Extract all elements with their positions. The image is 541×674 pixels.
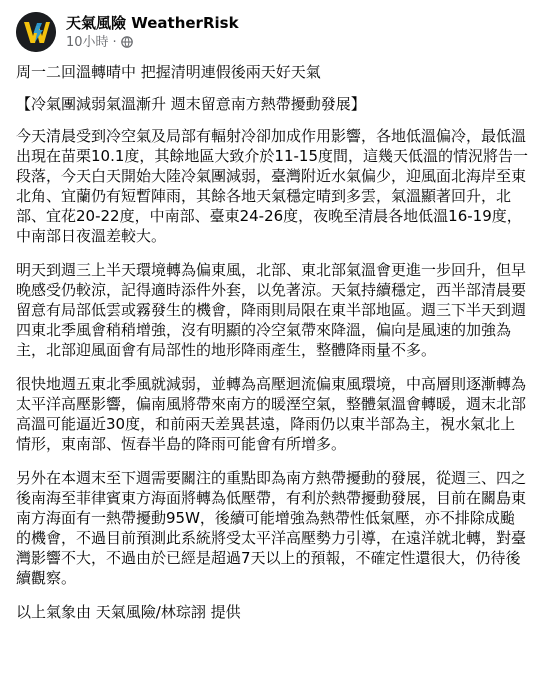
post-meta <box>66 14 239 51</box>
post-headline: 周一二回溫轉晴中 把握清明連假後兩天好天氣 <box>16 63 321 81</box>
weatherrisk-logo-icon <box>16 12 56 52</box>
post-paragraph-3: 很快地週五東北季風就減弱，並轉為高壓迴流偏東風環境，中高層則逐漸轉為太平洋高壓影響，偏南風將帶來南方的暖溼空氣，整體氣溫會轉暖，週末北部高溫可能逼近30度，和前兩天差異甚遠，降雨仍以東半部為主，視水氣北上情形，東南部、恆春半島的降雨可能會有所增多。 <box>16 375 527 453</box>
post-time[interactable]: 10小時 <box>66 34 109 50</box>
post-paragraph-1: 今天清晨受到冷空氣及局部有輻射冷卻加成作用影響，各地低溫偏冷，最低溫出現在苗栗10.1度，其餘地區大致介於11-15度間，這幾天低溫的情況將告一段落，今天白天開始大陸冷氣團減弱，臺灣附近水氣偏少，迎風面北海岸至東北角、宜蘭仍有短暫陣雨，其餘各地天氣穩定晴到多雲，氣溫顯著回升，北部、宜花20-22度，中南部、臺東24-26度，夜晚至清晨各地低溫16-19度，中南部日夜溫差較大。 <box>16 127 528 245</box>
post-title: 【冷氣團減弱氣溫漸升 週末留意南方熱帶擾動發展】 <box>16 95 366 113</box>
separator-dot: · <box>112 34 117 50</box>
globe-icon[interactable] <box>121 36 133 48</box>
page-name-link[interactable]: 天氣風險 WeatherRisk <box>66 13 239 32</box>
post-paragraph-4: 另外在本週末至下週需要關注的重點即為南方熱帶擾動的發展，從週三、四之後南海至菲律賓東方海面將轉為低壓帶，有利於熱帶擾動發展，目前在關島東南方海面有一熱帶擾動95W，後續可能增強為熱帶性低氣壓，亦不排除成颱的機會，不過目前預測此系統將受太平洋高壓勢力引導，在遠洋就北轉，對臺灣影響不大，不過由於已經是超過7天以上的預報，不確定性還很大，仍待後續觀察。 <box>16 469 527 587</box>
post-body <box>16 62 528 622</box>
post-paragraph-2: 明天到週三上半天環境轉為偏東風，北部、東北部氣溫會更進一步回升，但早晚感受仍較涼，記得適時添件外套，以免著涼。天氣持續穩定，西半部清晨要留意有局部低雲或霧發生的機會，降雨則局限在東半部地區。週三下半天到週四東北季風會稍稍增強，沒有明顯的冷空氣帶來降溫，偏向是風速的加強為主，北部迎風面會有局部性的地形降雨產生，整體降雨量不多。 <box>16 261 527 359</box>
post-subline <box>66 34 239 51</box>
post-header <box>16 8 239 56</box>
post-credit: 以上氣象由 天氣風險/林琮詡 提供 <box>16 603 241 621</box>
page-avatar[interactable] <box>16 12 56 52</box>
